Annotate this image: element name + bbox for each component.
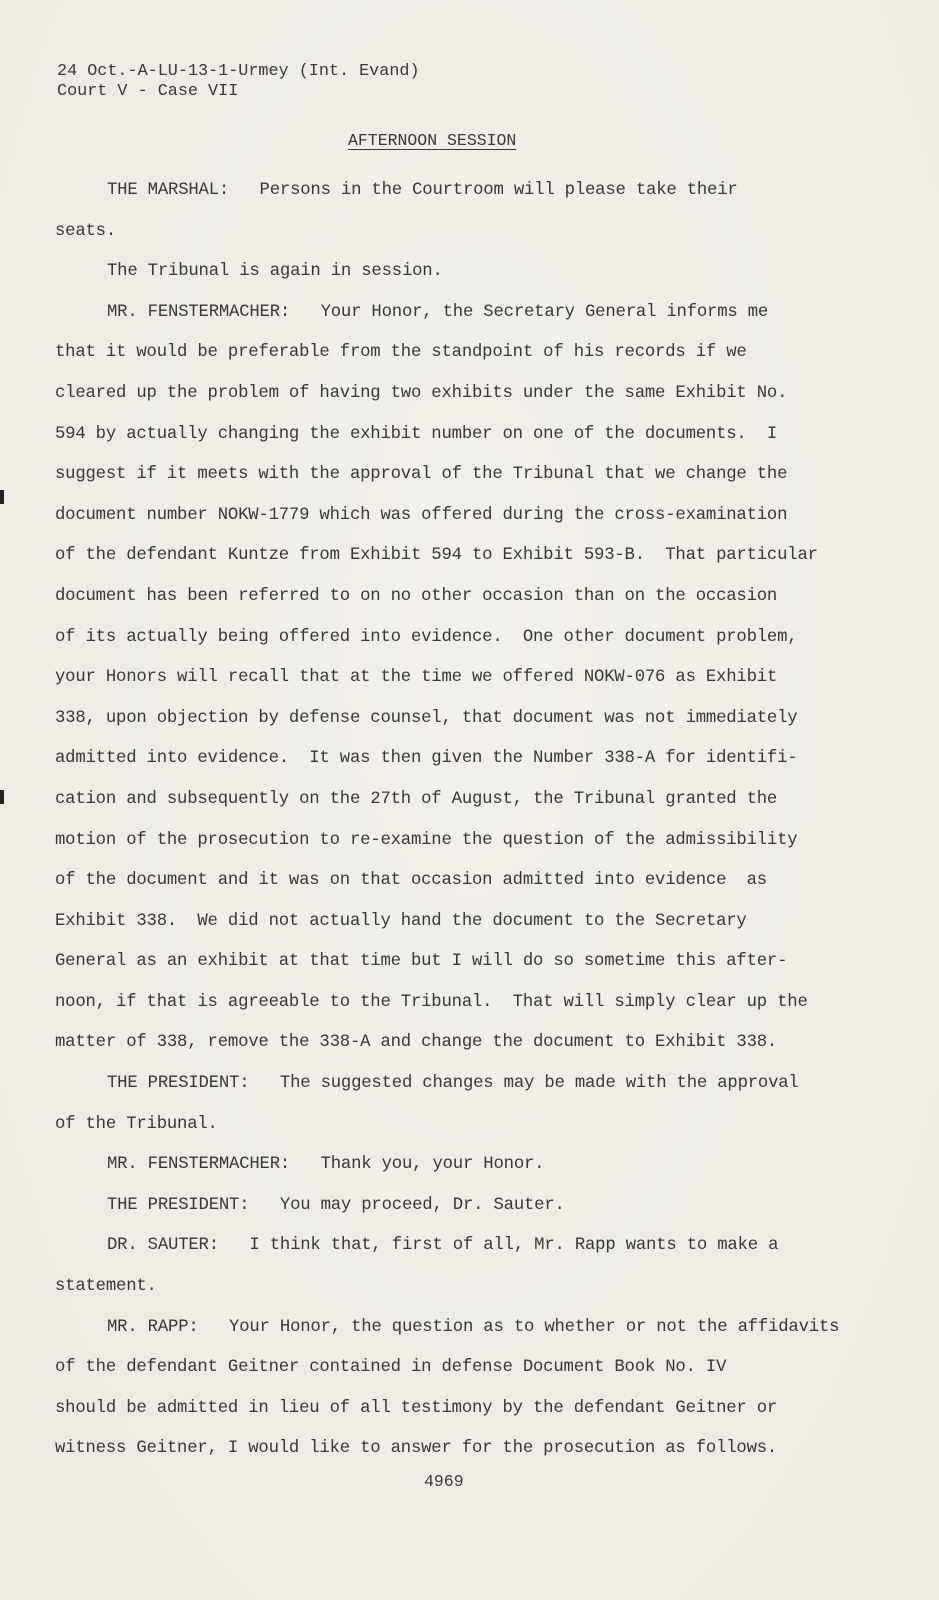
transcript-line: of the Tribunal. [55, 1114, 218, 1134]
transcript-line: matter of 338, remove the 338-A and change the document to Exhibit 338. [55, 1033, 778, 1053]
transcript-line: 338, upon objection by defense counsel, that document was not immediately [55, 708, 798, 728]
transcript-line: motion of the prosecution to re-examine the question of the admissibility [55, 830, 798, 850]
transcript-line: document has been referred to on no other occasion than on the occasion [55, 586, 778, 606]
transcript-line: cleared up the problem of having two exhibits under the same Exhibit No. [55, 383, 788, 403]
transcript-line: of its actually being offered into evidence. One other document problem, [55, 627, 798, 647]
binding-mark [0, 490, 4, 504]
transcript-line: 594 by actually changing the exhibit number on one of the documents. I [55, 424, 778, 444]
transcript-line: document number NOKW-1779 which was offered during the cross-examination [55, 505, 788, 525]
transcript-line: MR. FENSTERMACHER: Thank you, your Honor. [107, 1155, 545, 1175]
transcript-line: your Honors will recall that at the time we offered NOKW-076 as Exhibit [55, 668, 778, 688]
transcript-line: witness Geitner, I would like to answer for the prosecution as follows. [55, 1439, 778, 1459]
transcript-line: of the defendant Geitner contained in defense Document Book No. IV [55, 1358, 727, 1378]
transcript-line: of the defendant Kuntze from Exhibit 594 to Exhibit 593-B. That particular [55, 546, 818, 566]
transcript-line: THE MARSHAL: Persons in the Courtroom will please take their [107, 181, 738, 200]
transcript-line: of the document and it was on that occasion admitted into evidence as [55, 871, 767, 891]
session-title: AFTERNOON SESSION [348, 131, 517, 150]
transcript-line: MR. FENSTERMACHER: Your Honor, the Secretary General informs me [107, 302, 769, 322]
transcript-line: statement. [55, 1277, 157, 1297]
transcript-body [55, 178, 915, 1477]
transcript-line: suggest if it meets with the approval of the Tribunal that we change the [55, 465, 788, 485]
transcript-line: noon, if that is agreeable to the Tribunal. That will simply clear up the [55, 992, 808, 1012]
header-court-case: Court V - Case VII [57, 82, 239, 101]
binding-mark [0, 790, 4, 804]
transcript-line: that it would be preferable from the standpoint of his records if we [55, 343, 747, 363]
transcript-line: Exhibit 338. We did not actually hand the document to the Secretary [55, 911, 747, 931]
transcript-line: General as an exhibit at that time but I will do so sometime this after- [55, 952, 788, 972]
transcript-line: seats. [55, 221, 117, 241]
transcript-line: The Tribunal is again in session. [107, 262, 443, 282]
transcript-line: MR. RAPP: Your Honor, the question as to whether or not the affidavits [107, 1317, 840, 1337]
transcript-line: admitted into evidence. It was then given the Number 338-A for identifi- [55, 749, 798, 769]
transcript-line: should be admitted in lieu of all testimony by the defendant Geitner or [55, 1398, 778, 1418]
transcript-line: cation and subsequently on the 27th of August, the Tribunal granted the [55, 789, 778, 809]
header-reference: 24 Oct.-A-LU-13-1-Urmey (Int. Evand) [57, 62, 420, 81]
page-number: 4969 [424, 1472, 464, 1491]
transcript-line: DR. SAUTER: I think that, first of all, Mr. Rapp wants to make a [107, 1236, 779, 1256]
transcript-line: THE PRESIDENT: The suggested changes may be made with the approval [107, 1074, 799, 1094]
transcript-line: THE PRESIDENT: You may proceed, Dr. Sauter. [107, 1195, 565, 1215]
